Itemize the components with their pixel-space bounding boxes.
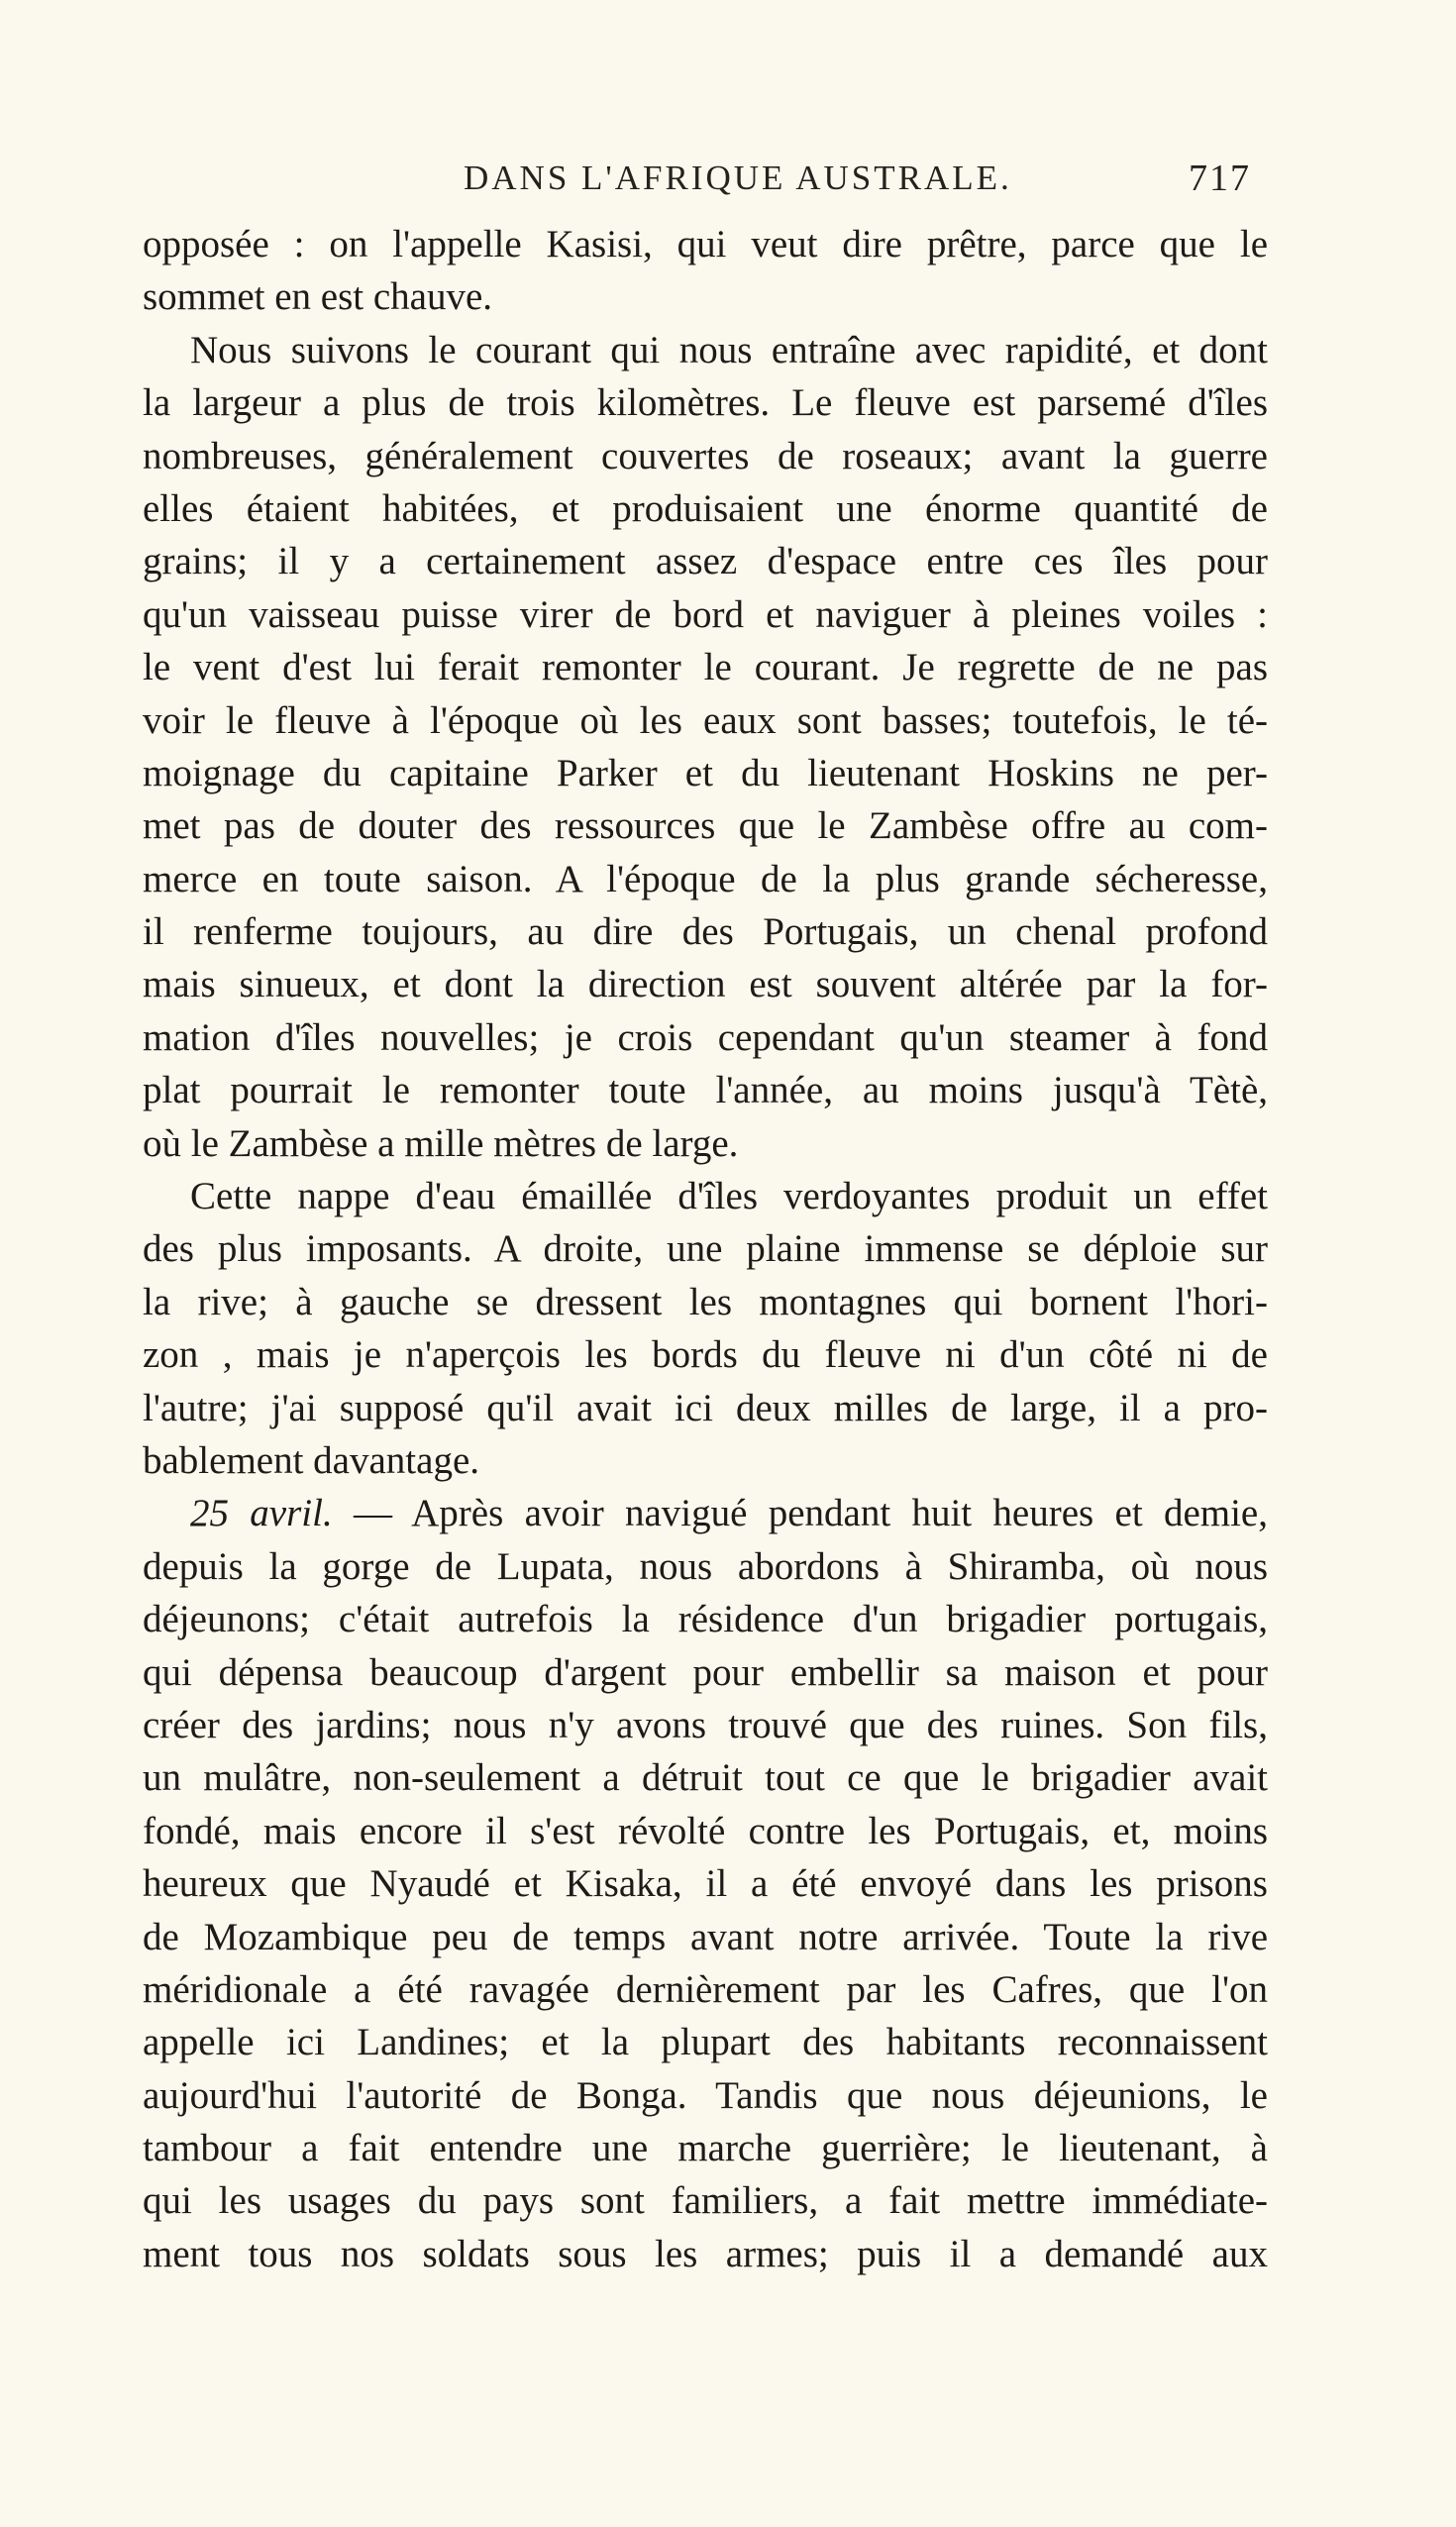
text-line: merce en toute saison. A l'époque de la plus grande sécheresse, [143, 857, 1268, 900]
text-line: mation d'îles nouvelles; je crois cependant qu'un steamer à fond [143, 1015, 1268, 1059]
text-line-dated [143, 1487, 1268, 1539]
text-line: un mulâtre, non-seulement a détruit tout ce que le brigadier avait [143, 1756, 1268, 1800]
text-line: grains; il y a certainement assez d'espace entre ces îles pour [143, 540, 1268, 583]
text-line: Nous suivons le courant qui nous entraîne avec rapidité, et dont [190, 328, 1268, 371]
text-line: méridionale a été ravagée dernièrement par les Cafres, que l'on [143, 1967, 1268, 2011]
text-line: tambour a fait entendre une marche guerrière; le lieutenant, à [143, 2127, 1268, 2170]
date-label: 25 avril. [190, 1492, 333, 1535]
text-line: il renferme toujours, au dire des Portugais, un chenal profond [143, 910, 1268, 954]
text-line: moignage du capitaine Parker et du lieutenant Hoskins ne per- [143, 751, 1268, 794]
text-line: le vent d'est lui ferait remonter le courant. Je regrette de ne pas [143, 646, 1268, 689]
text-line: plat pourrait le remonter toute l'année, au moins jusqu'à Tètè, [143, 1069, 1268, 1112]
text-line: nombreuses, généralement couvertes de roseaux; avant la guerre [143, 434, 1268, 477]
text-line: de Mozambique peu de temps avant notre arrivée. Toute la rive [143, 1915, 1268, 1958]
text-line: bablement davantage. [143, 1438, 480, 1482]
text-line: créer des jardins; nous n'y avons trouvé que des ruines. Son fils, [143, 1703, 1268, 1746]
page-number: 717 [1189, 158, 1251, 199]
text-line: heureux que Nyaudé et Kisaka, il a été envoyé dans les prisons [143, 1862, 1268, 1906]
text-line: voir le fleuve à l'époque où les eaux sont basses; toutefois, le té- [143, 698, 1268, 742]
text-line: qui les usages du pays sont familiers, a fait mettre immédiate- [143, 2179, 1268, 2223]
text-line: qu'un vaisseau puisse virer de bord et naviguer à pleines voiles : [143, 592, 1268, 636]
text-line: opposée : on l'appelle Kasisi, qui veut dire prêtre, parce que le [143, 223, 1268, 265]
text-line: la largeur a plus de trois kilomètres. Le fleuve est parsemé d'îles [143, 381, 1268, 425]
text-line: elles étaient habitées, et produisaient une énorme quantité de [143, 486, 1268, 530]
text-line: sommet en est chauve. [143, 275, 493, 319]
text-line: qui dépensa beaucoup d'argent pour embellir sa maison et pour [143, 1650, 1268, 1694]
text-line: depuis la gorge de Lupata, nous abordons à Shiramba, où nous [143, 1544, 1268, 1588]
text-line: ment tous nos soldats sous les armes; puis il a demandé aux [143, 2232, 1268, 2275]
text-line: où le Zambèse a mille mètres de large. [143, 1121, 739, 1165]
text-line: appelle ici Landines; et la plupart des habitants reconnaissent [143, 2021, 1268, 2064]
text-line: aujourd'hui l'autorité de Bonga. Tandis que nous déjeunions, le [143, 2073, 1268, 2117]
text-line: zon , mais je n'aperçois les bords du fleuve ni d'un côté ni de [143, 1333, 1268, 1377]
text-line: la rive; à gauche se dressent les montagnes qui bornent l'hori- [143, 1280, 1268, 1323]
body-text [143, 218, 1268, 2280]
text-line: fondé, mais encore il s'est révolté contre les Portugais, et, moins [143, 1809, 1268, 1852]
text-line: des plus imposants. A droite, une plaine immense se déploie sur [143, 1227, 1268, 1271]
text-line: Cette nappe d'eau émaillée d'îles verdoyantes produit un effet [190, 1175, 1268, 1218]
text-line-rest: — Après avoir navigué pendant huit heures et demie, [354, 1492, 1268, 1535]
text-line: mais sinueux, et dont la direction est souvent altérée par la for- [143, 963, 1268, 1006]
running-title: DANS L'AFRIQUE AUSTRALE. [464, 158, 1012, 197]
text-line: met pas de douter des ressources que le Zambèse offre au com- [143, 804, 1268, 848]
text-line: l'autre; j'ai supposé qu'il avait ici deux milles de large, il a pro- [143, 1386, 1268, 1429]
text-line: déjeunons; c'était autrefois la résidence d'un brigadier portugais, [143, 1598, 1268, 1641]
